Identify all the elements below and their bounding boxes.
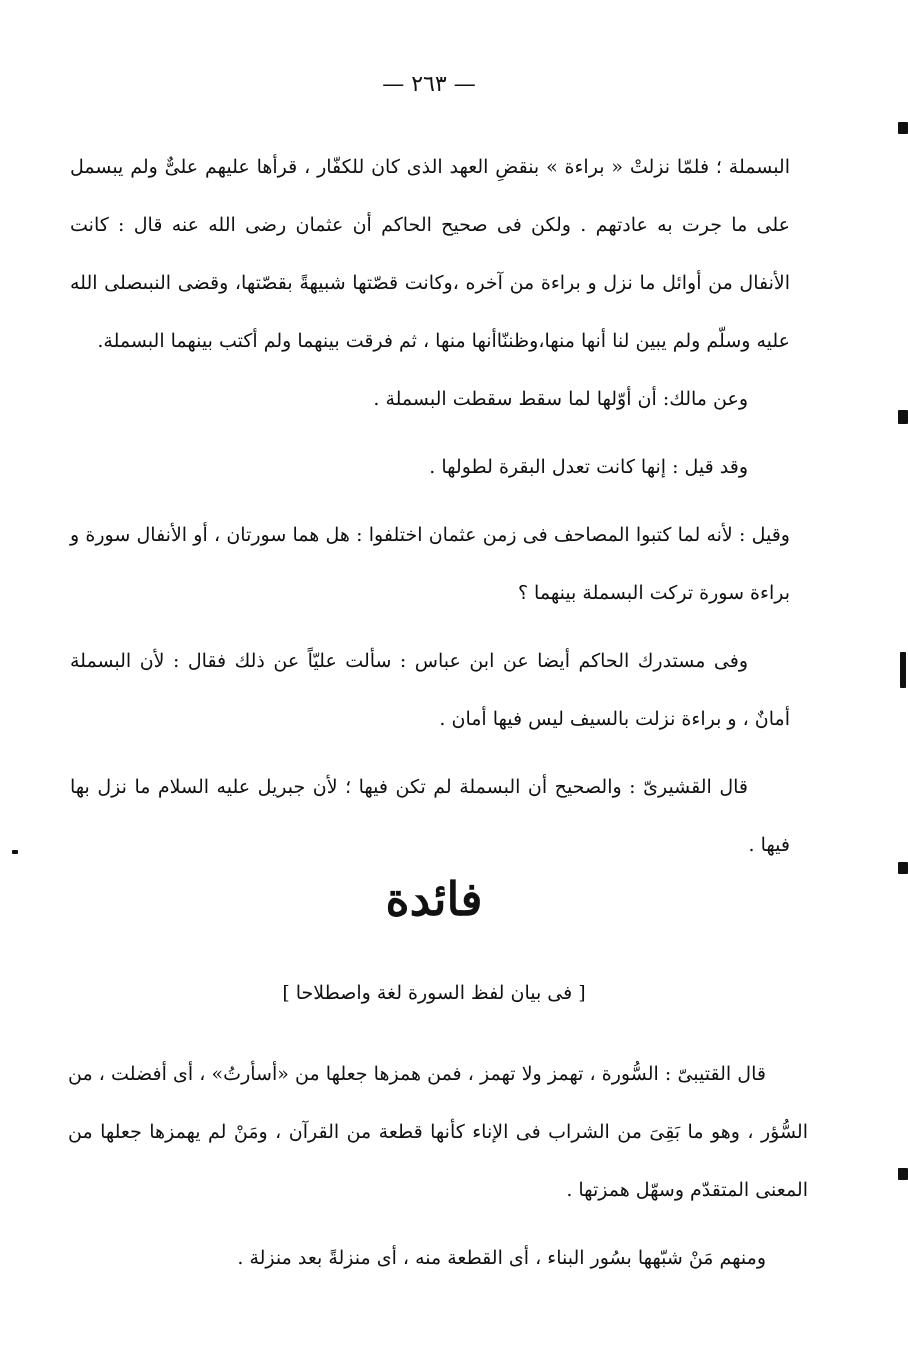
paragraph: قال القتيبىّ : السُّورة ، تهمز ولا تهمز ، فمن همزها جعلها من «أسأرتُ» ، أى أفضلت ، من السُّؤر ، وهو ما بَقِىَ من الشراب فى الإناء كأنها قطعة من القرآن ، ومَنْ لم يهمزها جعلها من المعنى المتقدّم وسهّل همزتها . <box>68 1063 808 1201</box>
paragraph: وقيل : لأنه لما كتبوا المصاحف فى زمن عثمان اختلفوا : هل هما سورتان ، أو الأنفال سورة و براءة سورة تركت البسملة بينهما ؟ <box>70 524 790 604</box>
page-number: — ٢٦٣ — <box>382 72 476 97</box>
scan-edge-mark <box>898 410 908 424</box>
scan-edge-mark <box>898 122 908 134</box>
body-text-section-2 <box>68 1045 808 1287</box>
scan-speck <box>12 850 18 854</box>
scan-edge-mark <box>898 1168 908 1180</box>
paragraph: ومنهم مَنْ شبّهها بسُور البناء ، أى القطعة منه ، أى منزلةً بعد منزلة . <box>237 1247 766 1269</box>
paragraph: البسملة ؛ فلمّا نزلتْ « براءة » بنقضِ العهد الذى كان للكفّار ، قرأها عليهم علىٌّ ولم يبسمل على ما جرت به عادتهم . ولكن فى صحيح الحاكم أن عثمان رضى الله عنه قال : كانت الأنفال من أوائل ما نزل و براءة من آخره ،وكانت قصّتها شبيهةً بقصّتها، وقضى النبىصلى الله عليه وسلّم ولم يبين لنا أنها منها،وظننّاأنها منها ، ثم فرقت بينهما ولم أكتب بينهما البسملة. <box>70 156 790 352</box>
paragraph: قال القشيرىّ : والصحيح أن البسملة لم تكن فيها ؛ لأن جبريل عليه السلام ما نزل بها فيها . <box>70 776 790 856</box>
scan-edge-mark <box>900 652 906 688</box>
paragraph: وقد قيل : إنها كانت تعدل البقرة لطولها . <box>429 456 748 478</box>
body-text-section-1 <box>70 138 790 874</box>
paragraph: وفى مستدرك الحاكم أيضا عن ابن عباس : سألت عليّاً عن ذلك فقال : لأن البسملة أمانٌ ، و براءة نزلت بالسيف ليس فيها أمان . <box>70 650 790 730</box>
paragraph: وعن مالك: أن أوّلها لما سقط سقطت البسملة . <box>373 388 748 410</box>
section-subheading: [ فى بيان لفظ السورة لغة واصطلاحا ] <box>282 982 586 1004</box>
section-heading: فائدة <box>385 872 483 926</box>
scan-edge-mark <box>898 862 908 874</box>
